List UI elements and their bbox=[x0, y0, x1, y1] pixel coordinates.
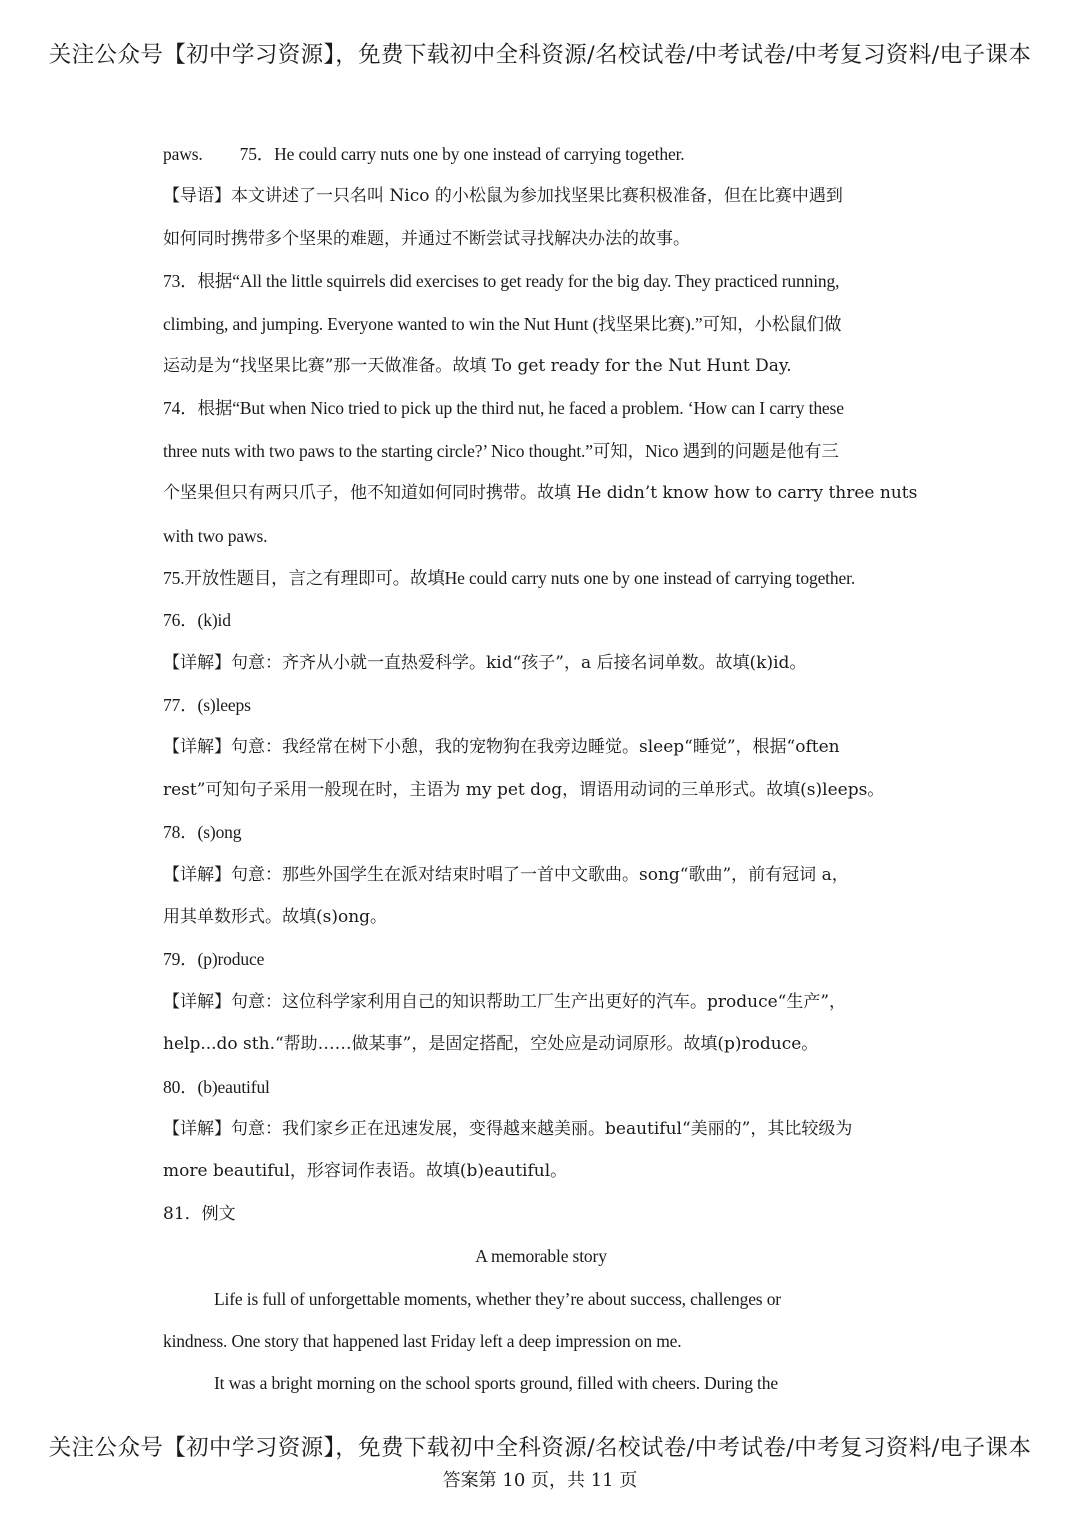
text-line-3: 如何同时携带多个坚果的难题，并通过不断尝试寻找解决办法的故事。 bbox=[163, 228, 690, 249]
page-number: 答案第 10 页，共 11 页 bbox=[442, 1470, 638, 1491]
text-line-23: 80．(b)eautiful bbox=[163, 1076, 270, 1097]
text-line-21: 【详解】句意：这位科学家利用自己的知识帮助工厂生产出更好的汽车。produce“生产”， bbox=[163, 991, 847, 1012]
text-line-5: climbing, and jumping. Everyone wanted to win the Nut Hunt (找坚果比赛).”可知，小松鼠们做 bbox=[163, 313, 842, 334]
footer-banner: 关注公众号【初中学习资源】，免费下载初中全科资源/名校试卷/中考试卷/中考复习资料/电子课本 bbox=[48, 1435, 1032, 1461]
text-line-8: three nuts with two paws to the starting circle?’ Nico thought.”可知，Nico 遇到的问题是他有三 bbox=[163, 440, 839, 461]
text-line-22: help...do sth.“帮助……做某事”，是固定搭配，空处应是动词原形。故填(p)roduce。 bbox=[163, 1034, 819, 1055]
text-line-24: 【详解】句意：我们家乡正在迅速发展，变得越来越美丽。beautiful“美丽的”，其比较级为 bbox=[163, 1118, 853, 1139]
essay-title: A memorable story bbox=[475, 1246, 607, 1267]
text-line-14: 77．(s)leeps bbox=[163, 695, 251, 716]
essay-line-3: It was a bright morning on the school sports ground, filled with cheers. During the bbox=[214, 1373, 778, 1394]
text-line-16: rest”可知句子采用一般现在时，主语为 my pet dog，谓语用动词的三单形式。故填(s)leeps。 bbox=[163, 779, 885, 800]
answer-content bbox=[163, 138, 919, 1410]
text-line-4: 73．根据“All the little squirrels did exercises to get ready for the big day. They practiced running, bbox=[163, 271, 840, 292]
text-line-7: 74．根据“But when Nico tried to pick up the third nut, he faced a problem. ‘How can I carry these bbox=[163, 398, 844, 419]
line-prefix: paws. bbox=[163, 144, 203, 164]
text-line-26: 81．例文 bbox=[163, 1203, 236, 1224]
header-banner: 关注公众号【初中学习资源】，免费下载初中全科资源/名校试卷/中考试卷/中考复习资料/电子课本 bbox=[48, 42, 1032, 68]
text-line-11: 75.开放性题目，言之有理即可。故填He could carry nuts one by one instead of carrying together. bbox=[163, 567, 856, 588]
text-line-15: 【详解】句意：我经常在树下小憩，我的宠物狗在我旁边睡觉。sleep“睡觉”，根据“often bbox=[163, 737, 840, 758]
text-line-9: 个坚果但只有两只爪子，他不知道如何同时携带。故填 He didn’t know how to carry three nuts bbox=[163, 483, 918, 504]
line-text: 75．He could carry nuts one by one instead of carrying together. bbox=[239, 144, 685, 164]
text-line-25: more beautiful，形容词作表语。故填(b)eautiful。 bbox=[163, 1161, 568, 1182]
essay-line-2: kindness. One story that happened last Friday left a deep impression on me. bbox=[163, 1330, 682, 1351]
text-line-12: 76．(k)id bbox=[163, 610, 231, 631]
essay-line-1: Life is full of unforgettable moments, whether they’re about success, challenges or bbox=[214, 1288, 781, 1309]
text-line-18: 【详解】句意：那些外国学生在派对结束时唱了一首中文歌曲。song“歌曲”，前有冠词 a， bbox=[163, 864, 849, 885]
text-line-13: 【详解】句意：齐齐从小就一直热爱科学。kid“孩子”，a 后接名词单数。故填(k)id。 bbox=[163, 652, 807, 673]
text-line-1 bbox=[163, 138, 919, 180]
text-line-2: 【导语】本文讲述了一只名叫 Nico 的小松鼠为参加找坚果比赛积极准备，但在比赛中遇到 bbox=[163, 186, 843, 207]
text-line-10: with two paws. bbox=[163, 525, 268, 546]
text-line-17: 78．(s)ong bbox=[163, 822, 242, 843]
text-line-19: 用其单数形式。故填(s)ong。 bbox=[163, 907, 388, 928]
text-line-20: 79．(p)roduce bbox=[163, 949, 265, 970]
text-line-6: 运动是为“找坚果比赛”那一天做准备。故填 To get ready for the Nut Hunt Day. bbox=[163, 355, 792, 376]
